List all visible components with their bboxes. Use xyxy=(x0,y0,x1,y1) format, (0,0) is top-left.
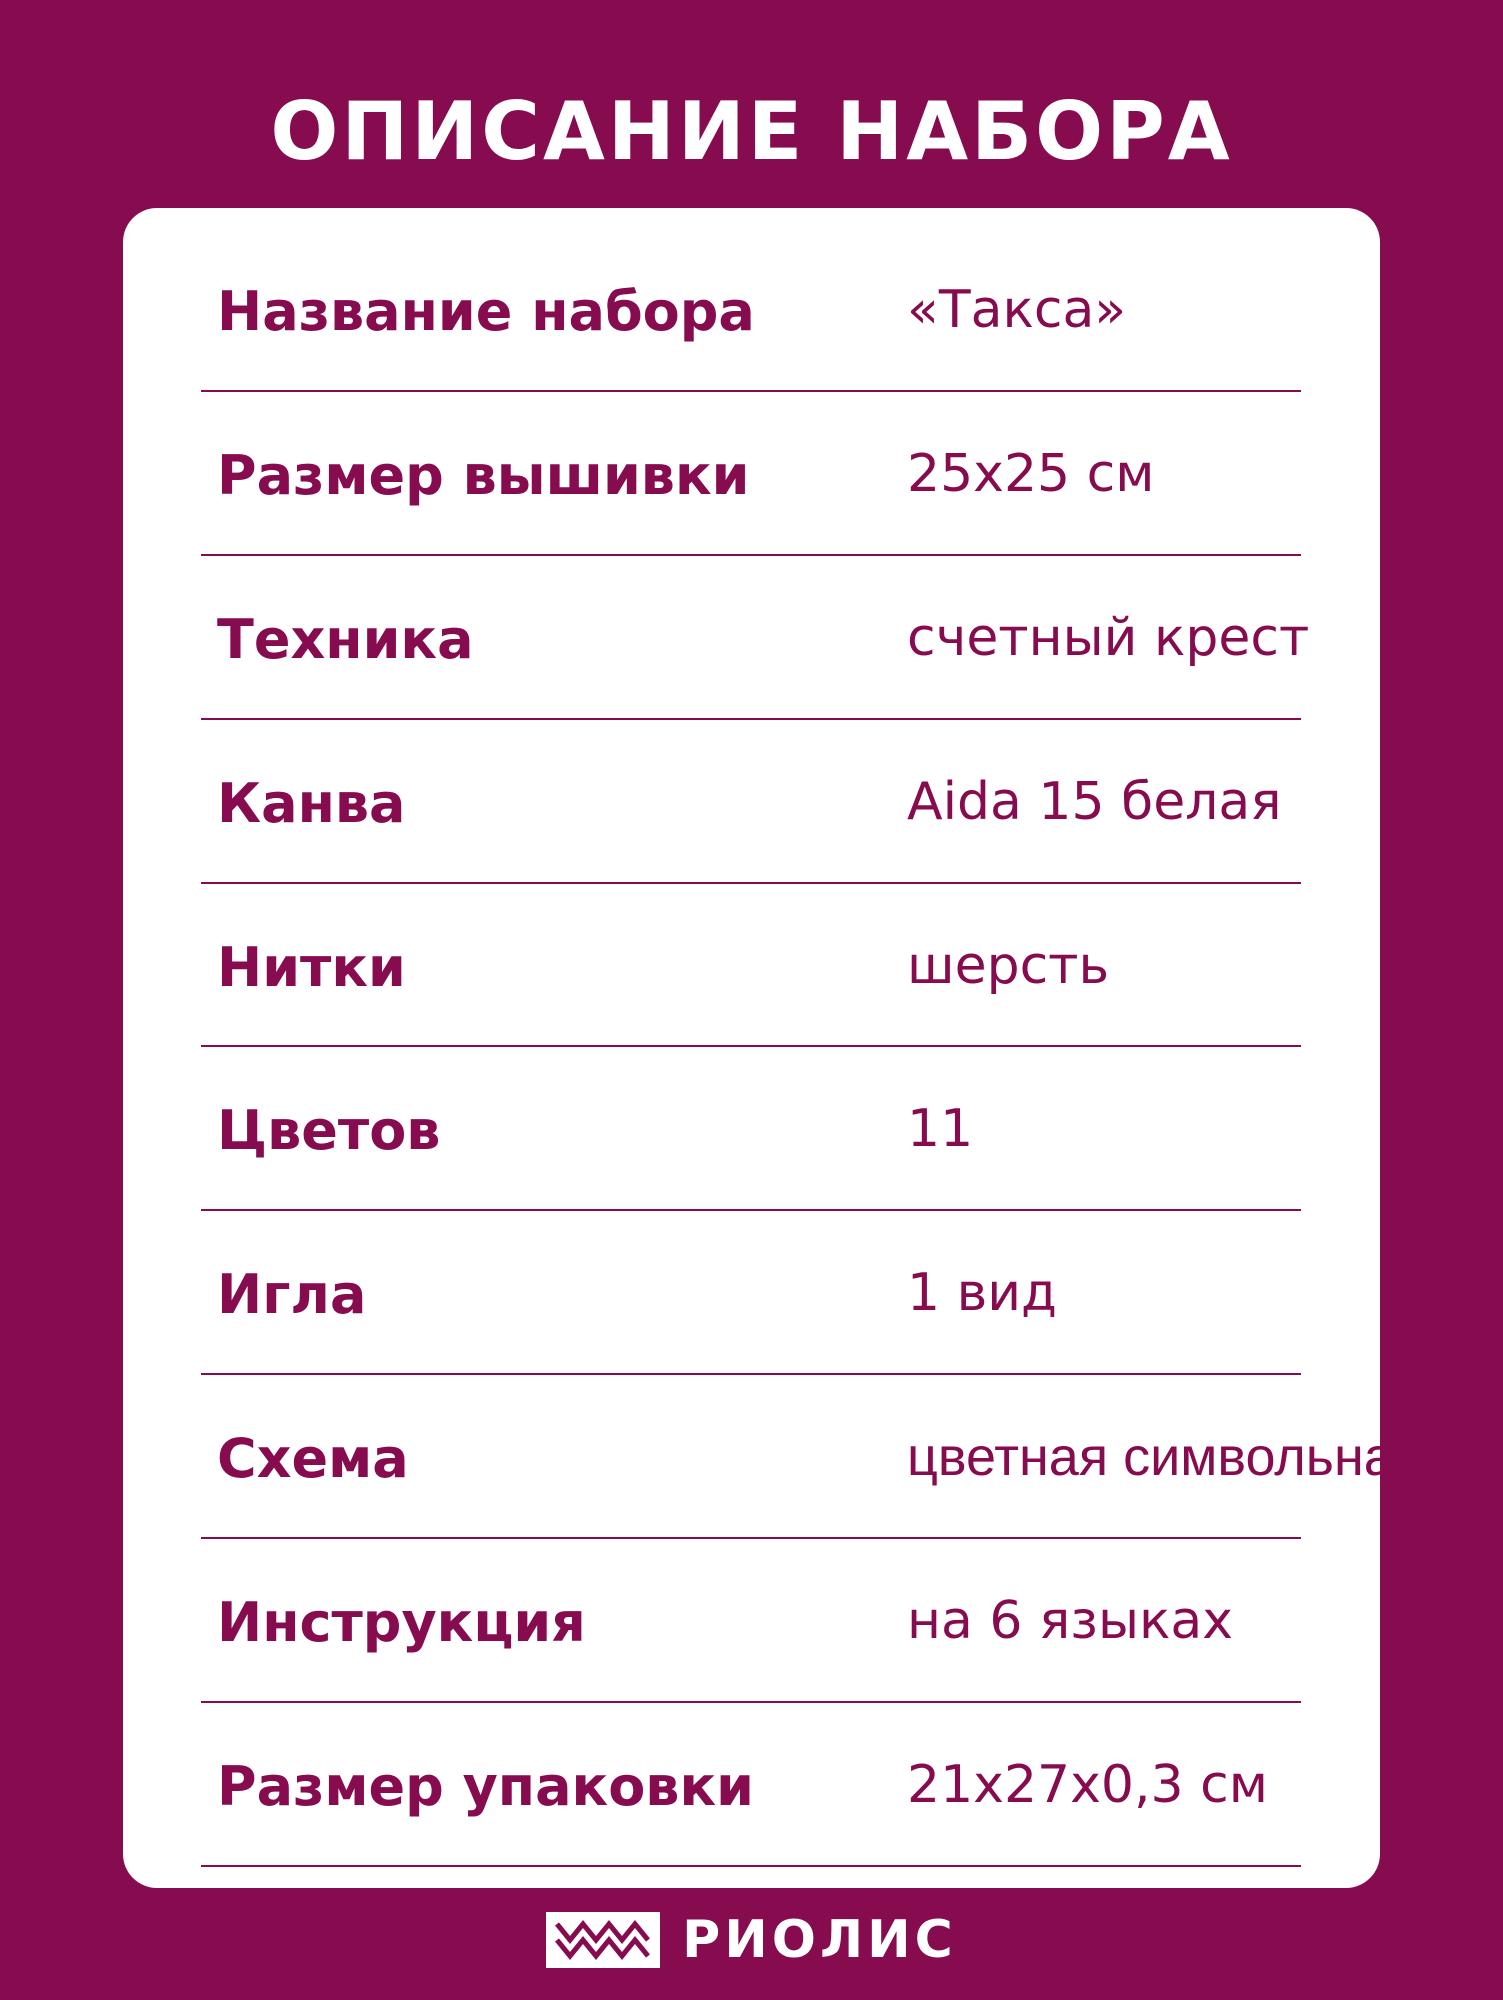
spec-label: Инструкция xyxy=(217,1591,586,1655)
spec-value: счетный крест xyxy=(907,607,1310,668)
spec-value: 1 вид xyxy=(907,1263,1058,1324)
spec-label: Название набора xyxy=(217,280,755,343)
spec-row-chart xyxy=(201,1375,1424,1539)
spec-list xyxy=(201,228,1424,1867)
spec-row-needle xyxy=(201,1211,1301,1375)
spec-row-package-size xyxy=(201,1703,1301,1867)
spec-value: 25x25 см xyxy=(907,443,1155,504)
spec-label: Схема xyxy=(217,1427,409,1491)
spec-card xyxy=(123,208,1424,1888)
brand-footer xyxy=(0,1910,1503,1970)
spec-value: 21x27x0,3 см xyxy=(907,1755,1268,1816)
spec-row-colors xyxy=(201,1047,1301,1211)
spec-label: Цветов xyxy=(217,1099,441,1163)
page-title: ОПИСАНИЕ НАБОРА xyxy=(270,85,1233,178)
spec-value: Aida 15 белая xyxy=(907,771,1282,832)
spec-value: на 6 языках xyxy=(907,1591,1234,1652)
spec-value: 11 xyxy=(907,1099,974,1160)
spec-row-kit-name xyxy=(201,228,1301,392)
spec-value: шерсть xyxy=(907,935,1110,996)
spec-label: Размер упаковки xyxy=(217,1755,754,1819)
spec-row-threads xyxy=(201,884,1301,1048)
spec-value: «Такса» xyxy=(907,280,1127,340)
spec-row-canvas xyxy=(201,720,1301,884)
spec-row-embroidery-size xyxy=(201,392,1301,556)
spec-row-technique xyxy=(201,556,1310,720)
spec-label: Нитки xyxy=(217,935,406,999)
spec-label: Размер вышивки xyxy=(217,443,750,507)
brand-name: РИОЛИС xyxy=(682,1910,957,1970)
spec-label: Техника xyxy=(217,607,474,671)
riolis-logo-icon xyxy=(546,1912,660,1968)
spec-label: Игла xyxy=(217,1263,367,1327)
spec-row-instructions xyxy=(201,1539,1301,1703)
spec-label: Канва xyxy=(217,771,406,835)
spec-value: цветная символьная xyxy=(907,1427,1424,1488)
